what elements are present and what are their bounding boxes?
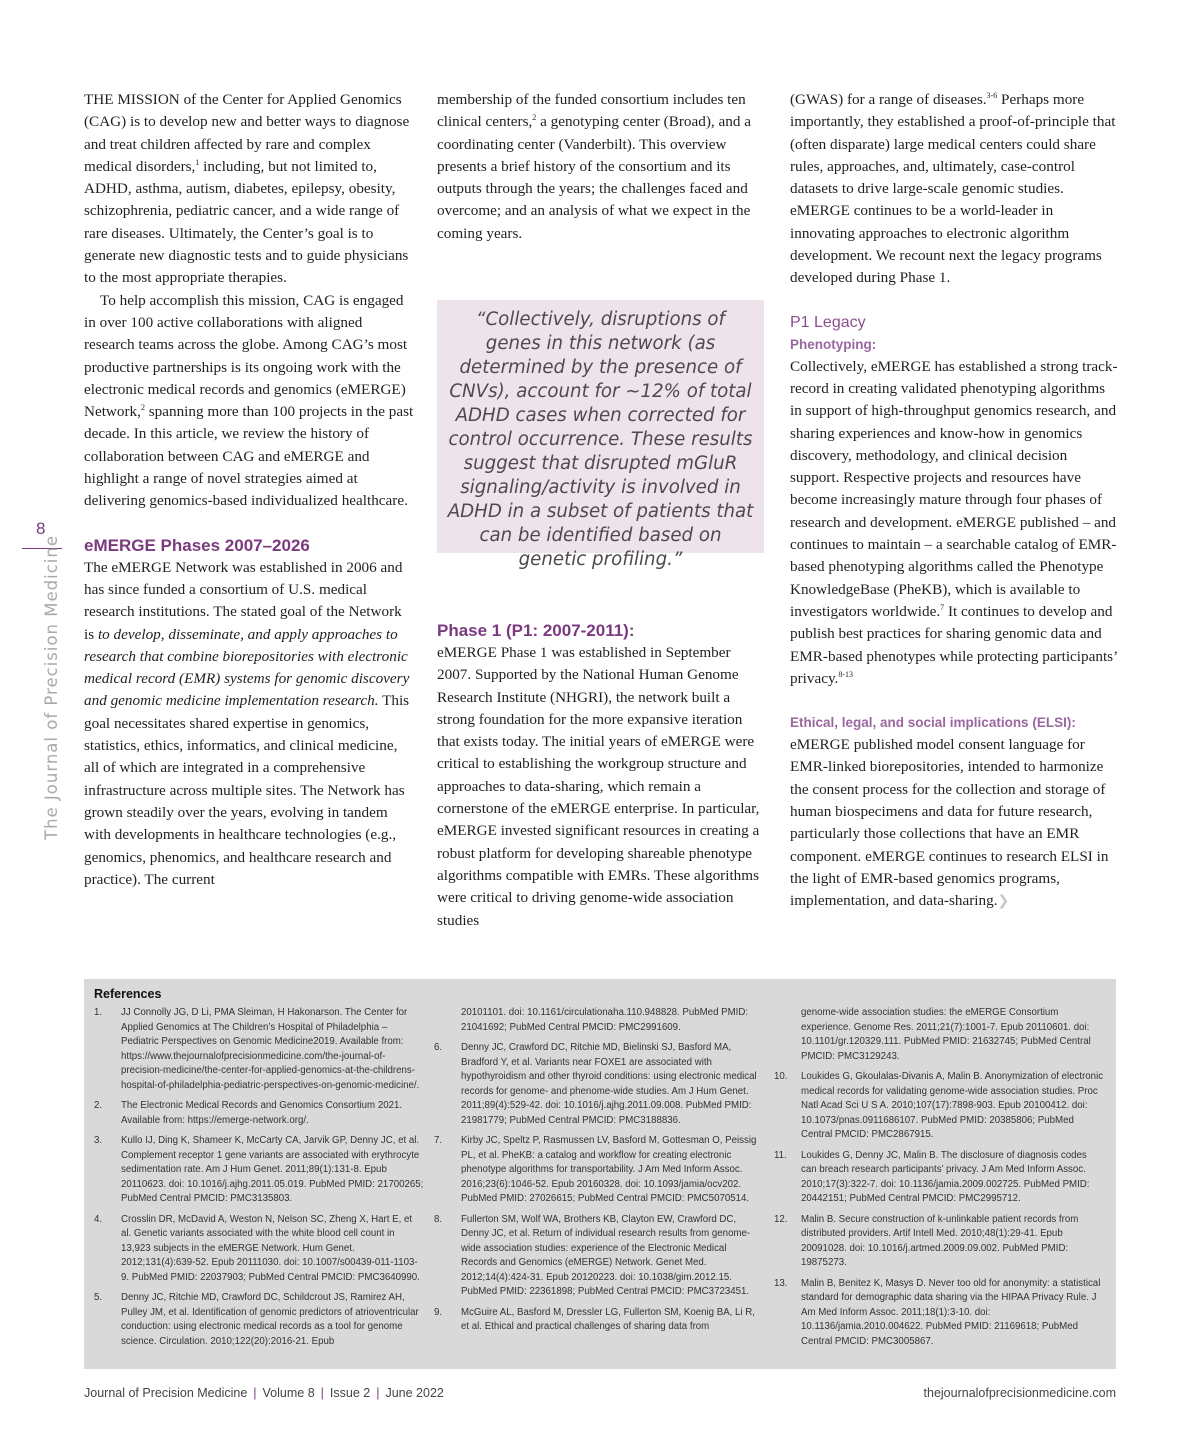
section-heading-emerge-phases: eMERGE Phases 2007–2026	[84, 535, 310, 555]
subheading-phenotyping: Phenotyping:	[790, 336, 877, 352]
reference-item: 13. Malin B, Benitez K, Masys D. Never too old for anonymity: a statistical standard for demographic data sharing via the HIPAA Privacy Rule. J Am Med Inform Assoc. 2011;18(1):3-10. doi: 10.1136/jamia.2010.004622. PubMed PMID: 21169618; PubMed Central PMCID: PMC3005867.	[774, 1277, 1101, 1347]
footer-date: June 2022	[385, 1386, 444, 1400]
footer-issue: Issue 2	[329, 1386, 371, 1400]
references-title: References	[94, 987, 162, 1001]
reference-item: 6. Denny JC, Crawford DC, Ritchie MD, Bielinski SJ, Basford MA, Bradford Y, et al. Variants near FOXE1 are associated with hypothyroidism and other thyroid conditions: using electronic medical records for genome- and phenome-wide studies. Am J Hum Genet. 2011;89(4):529-42. doi: 10.1016/j.ajhg.2011.09.008. PubMed PMID: 21981779; PubMed Central PMCID: PMC3188836.	[434, 1042, 757, 1126]
section-heading-phase-1: Phase 1 (P1: 2007-2011):	[437, 621, 635, 640]
reference-item: genome-wide association studies: the eMERGE Consortium experience. Genome Res. 2011;21(7):1001-7. Epub 20110601. doi: 10.1101/gr.120329.111. PubMed PMID: 21632745; PubMed Central PMCID: PMC3129243.	[801, 1007, 1091, 1062]
footer-separator: |	[376, 1386, 380, 1400]
reference-item: 11. Loukides G, Denny JC, Malin B. The disclosure of diagnosis codes can breach research participants’ privacy. J Am Med Inform Assoc. 2010;17(3):322-7. doi: 10.1136/jamia.2009.002725. PubMed PMID: 20442151; PubMed Central PMCID: PMC2995712.	[774, 1149, 1090, 1204]
subheading-elsi: Ethical, legal, and social implications (ELSI):	[790, 715, 1076, 731]
reference-item: 4. Crosslin DR, McDavid A, Weston N, Nelson SC, Zheng X, Hart E, et al. Genetic variants associated with the white blood cell count in 13,923 subjects in the eMERGE Network. Hum Genet. 2012;131(4):639-52. Epub 20111030. doi: 10.1007/s00439-011-1103-9. PubMed PMID: 22037903; PubMed Central PMCID: PMC3640990.	[94, 1213, 420, 1283]
cag-paragraph: To help accomplish this mission, CAG is engaged in over 100 active collaborations with aligned research teams across the globe. Among CAG’s most productive partnerships is its ongoing work with the electronic medical records and genomics (eMERGE) Network,$^2$ spanning more than 100 projects in the past decade. In this article, we review the history of collaboration between CAG and eMERGE and highlight a range of novel strategies aimed at delivering genomics-based individualized healthcare.	[84, 291, 414, 510]
pull-quote: “Collectively, disruptions of genes in this network (as determined by the presence of CNVs), account for ~12% of total ADHD cases when corrected for control occurrence. These results suggest that disrupted mGluR signaling/activity is involved in ADHD in a subset of patients that can be identified based on genetic profiling.”	[437, 300, 764, 553]
column-3	[790, 89, 1120, 913]
emerge-network-paragraph: The eMERGE Network was established in 2006 and has since funded a consortium of U.S. medical research institutions. The stated goal of the Network is to develop, disseminate, and apply approaches to research that combine biorepositories with electronic medical record (EMR) systems for genomic discovery and genomic medicine implementation research. This goal necessitates shared expertise in genomics, statistics, ethics, informatics, and clinical medicine, all of which are integrated in a comprehensive infrastructure across multiple sites. The Network has grown steadily over the years, evolving in tandem with developments in healthcare technologies (e.g., genomics, phenomics, and healthcare research and practice). The current	[84, 558, 410, 888]
footer-volume: Volume 8	[262, 1386, 315, 1400]
column-2	[437, 89, 767, 245]
reference-item: 1. JJ Connolly JG, D Li, PMA Sleiman, H Hakonarson. The Center for Applied Genomics at The Children’s Hospital of Philadelphia – Pediatric Perspectives on Genomic Medicine2019. Available from: https://www.thejournalofprecisionmedicine.com/the-journal-of-precision-medicine/the-center-for-applied-genomics-at-the-childrens-hospital-of-philadelphia-pediatric-perspectives-on-genomic-medicine/.	[94, 1007, 420, 1091]
reference-item: 9. McGuire AL, Basford M, Dressler LG, Fullerton SM, Koenig BA, Li R, et al. Ethical and practical challenges of sharing data from	[434, 1306, 755, 1332]
reference-item: 8. Fullerton SM, Wolf WA, Brothers KB, Clayton EW, Crawford DC, Denny JC, et al. Return of individual research results from genome-wide association studies: experience of the Electronic Medical Records and Genomics (eMERGE) Network. Genet Med. 2012;14(4):424-31. Epub 20120223. doi: 10.1038/gim.2012.15. PubMed PMID: 22361898; PubMed Central PMCID: PMC3723451.	[434, 1213, 751, 1297]
footer-citation	[84, 1386, 444, 1400]
references-box	[84, 979, 1116, 1369]
gwas-paragraph: (GWAS) for a range of diseases.$^{3-6}$ Perhaps more importantly, they established a proof-of-principle that (often disparate) large medical centers could share rules, approaches, and, ultimately, case-control datasets to drive large-scale genomic studies. eMERGE continues to be a world-leader in innovating approaches to electronic algorithm development. We recount next the legacy programs developed during Phase 1.	[790, 91, 1116, 287]
phenotyping-paragraph: Collectively, eMERGE has established a strong track-record in creating validated phenotyping algorithms in support of high-throughput genomics research, and sharing experiences and know-how in genomics discovery, methodology, and clinical decision support. Respective projects and resources have become increasingly mature through four phases of research and development. eMERGE published – and continues to maintain – a searchable catalog of EMR-based phenotyping algorithms called the Phenotype KnowledgeBase (PheKB), which is available to investigators worldwide.$^7$ It continues to develop and publish best practices for sharing genomic data and EMR-based phenotypes while protecting participants’ privacy.$^{8-13}$	[790, 357, 1118, 687]
reference-item: 2. The Electronic Medical Records and Genomics Consortium 2021. Available from: https://emerge-network.org/.	[94, 1100, 403, 1126]
column-1	[84, 89, 414, 891]
footer-website-link[interactable]: thejournalofprecisionmedicine.com	[923, 1386, 1116, 1400]
journal-vertical-title: The Journal of Precision Medicine	[42, 535, 61, 840]
reference-item: 12. Malin B. Secure construction of k-unlinkable patient records from distributed providers. Artif Intell Med. 2010;48(1):29-41. Epub 20091028. doi: 10.1016/j.artmed.2009.09.002. PubMed PMID: 19875273.	[774, 1213, 1079, 1268]
reference-item: 7. Kirby JC, Speltz P, Rasmussen LV, Basford M, Gottesman O, Peissig PL, et al. PheKB: a catalog and workflow for creating electronic phenotype algorithms for transportability. J Am Med Inform Assoc. 2016;23(6):1046-52. Epub 20160328. doi: 10.1093/jamia/ocv202. PubMed PMID: 27026615; PubMed Central PMCID: PMC5070514.	[434, 1135, 757, 1204]
page-number: 8	[36, 519, 46, 538]
footer-journal: Journal of Precision Medicine	[84, 1386, 248, 1400]
continue-arrow-icon: ❯	[997, 893, 1010, 910]
references-column-1	[94, 1006, 424, 1355]
membership-paragraph: membership of the funded consortium includes ten clinical centers,$^2$ a genotyping center (Broad), and a coordinating center (Vanderbilt). This overview presents a brief history of the consortium and its outputs through the years; the challenges faced and overcome; and an analysis of what we expect in the coming years.	[437, 91, 751, 242]
elsi-paragraph: eMERGE published model consent language for EMR-linked biorepositories, intended to harmonize the consent process for the collection and storage of human biospecimens and data for future research, particularly those collections that have an EMR component. eMERGE continues to research ELSI in the light of EMR-based genomics programs, implementation, and data-sharing.❯	[790, 736, 1109, 910]
footer-separator: |	[253, 1386, 257, 1400]
intro-paragraph: THE MISSION of the Center for Applied Genomics (CAG) is to develop new and better ways to diagnose and treat children affected by rare and complex medical disorders,$^1$ including, but not limited to, ADHD, asthma, autism, diabetes, epilepsy, obesity, schizophrenia, pediatric cancer, and a wide range of rare diseases. Ultimately, the Center’s goal is to generate new diagnostic tests and to guide physicians to the most appropriate therapies.	[84, 91, 410, 287]
reference-item: 10. Loukides G, Gkoulalas-Divanis A, Malin B. Anonymization of electronic medical records for validating genome-wide association studies. Proc Natl Acad Sci U S A. 2010;107(17):7898-903. Epub 20100412. doi: 10.1073/pnas.0911686107. PubMed PMID: 20385806; PubMed Central PMCID: PMC2867915.	[774, 1071, 1104, 1140]
footer-separator: |	[320, 1386, 324, 1400]
references-column-3	[774, 1006, 1104, 1355]
section-heading-p1-legacy: P1 Legacy	[790, 313, 866, 331]
reference-item: 3. Kullo IJ, Ding K, Shameer K, McCarty CA, Jarvik GP, Denny JC, et al. Complement receptor 1 gene variants are associated with erythrocyte sedimentation rate. Am J Hum Genet. 2011;89(1):131-8. Epub 20110623. doi: 10.1016/j.ajhg.2011.05.019. PubMed PMID: 21700265; PubMed Central PMCID: PMC3135803.	[94, 1135, 424, 1204]
phase-1-section	[437, 620, 767, 932]
reference-item: 20101101. doi: 10.1161/circulationaha.110.948828. PubMed PMID: 21041692; PubMed Central PMCID: PMC2991609.	[461, 1007, 749, 1033]
reference-item: 5. Denny JC, Ritchie MD, Crawford DC, Schildcrout JS, Ramirez AH, Pulley JM, et al. Identification of genomic predictors of atrioventricular conduction: using electronic medical records as a tool for genome science. Circulation. 2010;122(20):2016-21. Epub	[94, 1292, 419, 1347]
phase-1-paragraph: eMERGE Phase 1 was established in September 2007. Supported by the National Human Genome Research Institute (NHGRI), the network built a strong foundation for the more expansive iteration that exists today. The initial years of eMERGE were critical to establishing the workgroup structure and approaches to data-sharing, which remain a cornerstone of the eMERGE enterprise. In particular, eMERGE invested significant resources in creating a robust platform for developing shareable phenotype algorithms compatible with EMRs. These algorithms were critical to driving genome-wide association studies	[437, 644, 760, 929]
references-column-2	[434, 1006, 764, 1341]
